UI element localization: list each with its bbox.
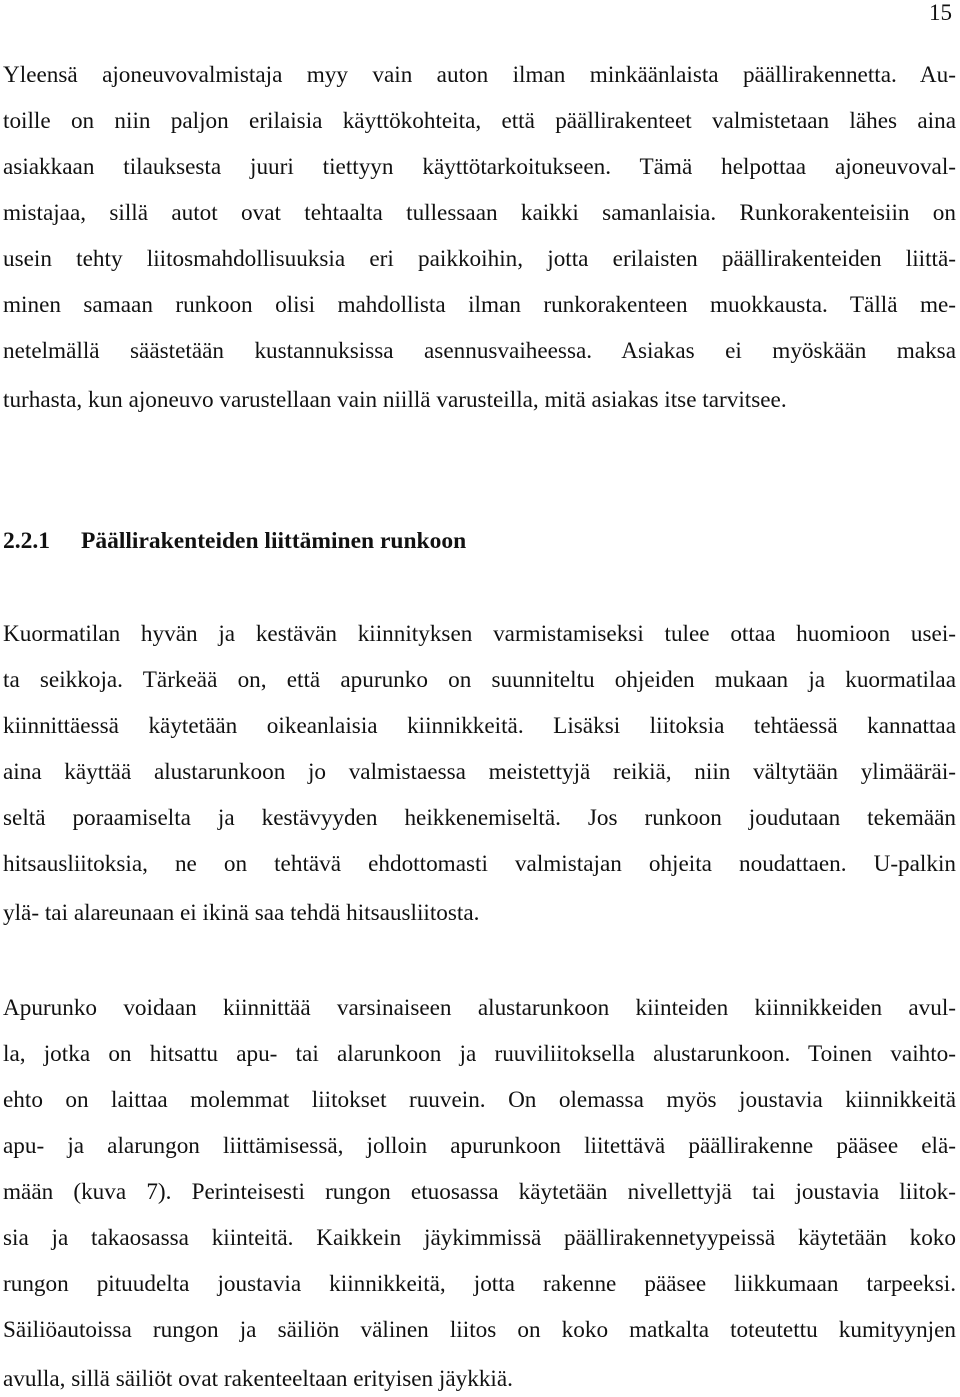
text-line: seltä poraamiselta ja kestävyyden heikkenemiseltä. Jos runkoon joudutaan tekemään bbox=[3, 805, 956, 831]
section-heading bbox=[3, 526, 466, 556]
text-line: rungon pituudelta joustavia kiinnikkeitä, jotta rakenne pääsee liikkumaan tarpeeksi. bbox=[3, 1271, 956, 1297]
section-title: Päällirakenteiden liittäminen runkoon bbox=[81, 528, 467, 554]
section-number: 2.2.1 bbox=[3, 528, 50, 554]
text-line: sia ja takaosassa kiinteitä. Kaikkein jäykimmissä päällirakennetyypeissä käytetään koko bbox=[3, 1225, 956, 1251]
text-line: asiakkaan tilauksesta juuri tiettyyn käyttötarkoitukseen. Tämä helpottaa ajoneuvoval- bbox=[3, 154, 956, 180]
text-line: avulla, sillä säiliöt ovat rakenteeltaan erityisen jäykkiä. bbox=[3, 1366, 513, 1392]
page-number: 15 bbox=[929, 0, 952, 25]
text-line: netelmällä säästetään kustannuksissa asennusvaiheessa. Asiakas ei myöskään maksa bbox=[3, 338, 956, 364]
text-line: ehto on laittaa molemmat liitokset ruuvein. On olemassa myös joustavia kiinnikkeitä bbox=[3, 1087, 956, 1113]
text-line: mään (kuva 7). Perinteisesti rungon etuosassa käytetään nivellettyjä tai joustavia liitok- bbox=[3, 1179, 956, 1205]
text-line: aina käyttää alustarunkoon jo valmistaessa meistettyjä reikiä, niin vältytään ylimääräi- bbox=[3, 759, 956, 785]
text-line: apu- ja alarungon liittämisessä, jolloin apurunkoon liitettävä päällirakenne pääsee elä- bbox=[3, 1133, 956, 1159]
text-line: usein tehty liitosmahdollisuuksia eri paikkoihin, jotta erilaisten päällirakenteiden liittä- bbox=[3, 246, 956, 272]
text-line: mistajaa, sillä autot ovat tehtaalta tullessaan kaikki samanlaisia. Runkorakenteisiin on bbox=[3, 200, 956, 226]
text-line: kiinnittäessä käytetään oikeanlaisia kiinnikkeitä. Lisäksi liitoksia tehtäessä kannattaa bbox=[3, 713, 956, 739]
text-line: Apurunko voidaan kiinnittää varsinaiseen alustarunkoon kiinteiden kiinnikkeiden avul- bbox=[3, 995, 956, 1021]
text-line: minen samaan runkoon olisi mahdollista ilman runkorakenteen muokkausta. Tällä me- bbox=[3, 292, 956, 318]
text-line: turhasta, kun ajoneuvo varustellaan vain niillä varusteilla, mitä asiakas itse tarvitsee. bbox=[3, 387, 787, 413]
text-line: ta seikkoja. Tärkeää on, että apurunko on suunniteltu ohjeiden mukaan ja kuormatilaa bbox=[3, 667, 956, 693]
text-line: toille on niin paljon erilaisia käyttökohteita, että päällirakenteet valmistetaan lähes aina bbox=[3, 108, 956, 134]
text-line: Kuormatilan hyvän ja kestävän kiinnityksen varmistamiseksi tulee ottaa huomioon usei- bbox=[3, 621, 956, 647]
text-line: Säiliöautoissa rungon ja säiliön välinen liitos on koko matkalta toteutettu kumityynjen bbox=[3, 1317, 956, 1343]
text-line: la, jotka on hitsattu apu- tai alarunkoon ja ruuviliitoksella alustarunkoon. Toinen vaihto- bbox=[3, 1041, 956, 1067]
text-line: Yleensä ajoneuvovalmistaja myy vain auton ilman minkäänlaista päällirakennetta. Au- bbox=[3, 62, 956, 88]
text-line: hitsausliitoksia, ne on tehtävä ehdottomasti valmistajan ohjeita noudattaen. U-palkin bbox=[3, 851, 956, 877]
text-line: ylä- tai alareunaan ei ikinä saa tehdä hitsausliitosta. bbox=[3, 900, 480, 926]
